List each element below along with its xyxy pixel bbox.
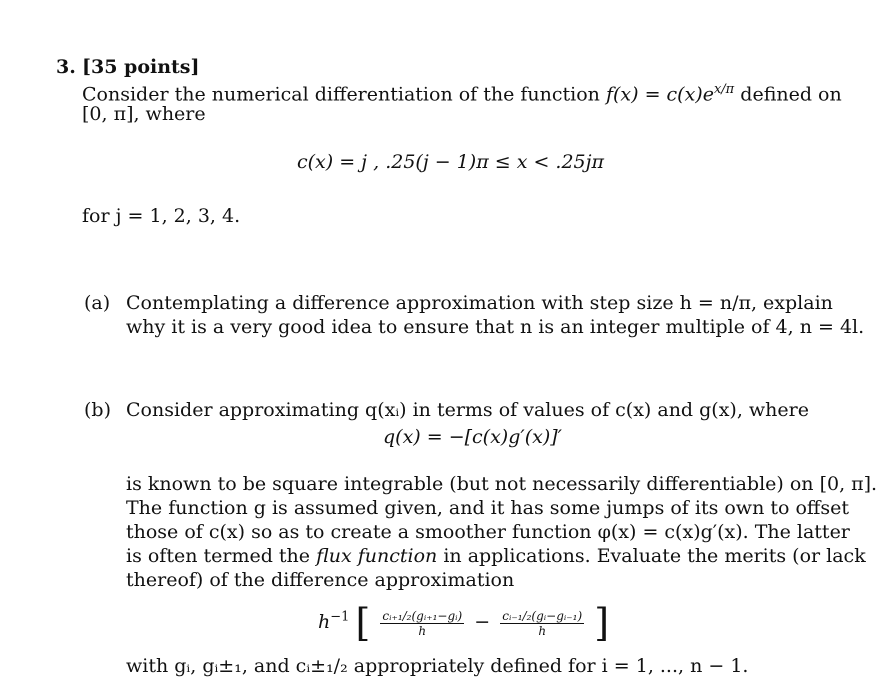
for-line: for j = 1, 2, 3, 4. (82, 205, 241, 227)
fraction-1-numerator: cᵢ₊₁/₂(gᵢ₊₁−gᵢ) (382, 608, 463, 623)
part-b-line-1: Consider approximating q(xᵢ) in terms of values of c(x) and g(x), where (126, 399, 809, 421)
intro-function: f(x) = c(x)e (605, 83, 714, 106)
fraction-1-denominator: h (418, 623, 427, 638)
approx-minus: − (474, 611, 491, 633)
part-b-line-5-pre: is often termed the (126, 545, 311, 567)
part-b-label: (b) (84, 399, 111, 421)
fraction-1 (380, 609, 464, 638)
difference-approximation (318, 601, 610, 645)
problem-number: 3. (56, 56, 76, 78)
right-bracket: ] (594, 601, 610, 645)
part-b-line-6: thereof) of the difference approximation (126, 569, 515, 591)
part-b-last-line: with gᵢ, gᵢ±₁, and cᵢ±₁/₂ appropriately defined for i = 1, ..., n − 1. (126, 655, 749, 677)
c-definition: c(x) = j , .25(j − 1)π ≤ x < .25jπ (297, 151, 605, 173)
approx-h-exponent: −1 (330, 609, 350, 625)
q-definition: q(x) = −[c(x)g′(x)]′ (383, 426, 562, 448)
part-a-line-1: Contemplating a difference approximation with step size h = n/π, explain (126, 292, 833, 314)
intro-line-2: [0, π], where (82, 103, 206, 125)
part-a-label: (a) (84, 292, 111, 314)
part-b-line-5 (126, 544, 866, 568)
flux-function-term: flux function (316, 545, 438, 567)
fraction-2 (500, 609, 584, 638)
part-b-line-5-post: in applications. Evaluate the merits (or lack (443, 545, 866, 567)
intro-line-1-post: defined on (740, 83, 842, 106)
fraction-2-numerator: cᵢ₋₁/₂(gᵢ−gᵢ₋₁) (502, 608, 583, 623)
intro-exponent: x/π (713, 82, 735, 97)
fraction-2-denominator: h (538, 623, 547, 638)
part-b-line-3: The function g is assumed given, and it has some jumps of its own to offset (126, 497, 850, 519)
part-a-line-2: why it is a very good idea to ensure that n is an integer multiple of 4, n = 4l. (126, 316, 865, 338)
intro-line-1-pre: Consider the numerical differentiation of the function (82, 83, 600, 106)
part-b-line-4: those of c(x) so as to create a smoother function φ(x) = c(x)g′(x). The latter (126, 521, 850, 543)
approx-h: h (318, 611, 331, 633)
problem-points: [35 points] (82, 56, 200, 78)
part-b-line-2: is known to be square integrable (but not necessarily differentiable) on [0, π]. (126, 473, 878, 495)
left-bracket: [ (355, 601, 371, 645)
